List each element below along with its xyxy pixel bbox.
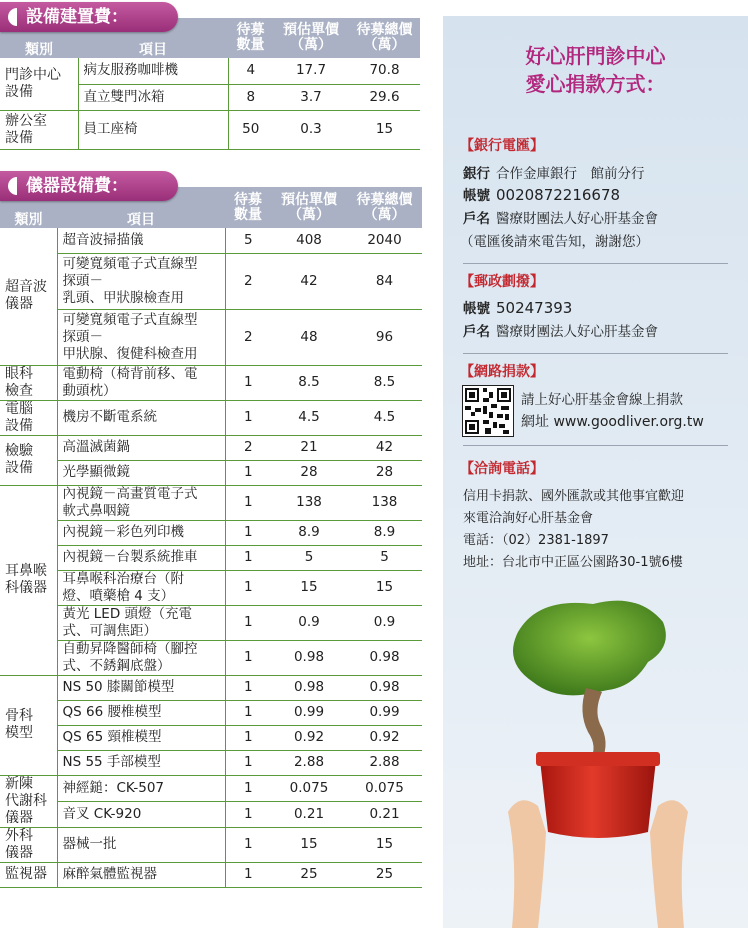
qr-code-graphic bbox=[463, 386, 513, 436]
quantity-cell: 1 bbox=[225, 801, 271, 827]
table-row bbox=[0, 435, 422, 460]
bank-account-value: 0020872216678 bbox=[496, 186, 621, 204]
category-cell: 門診中心 設備 bbox=[0, 58, 78, 110]
unit-price-cell: 4.5 bbox=[271, 400, 347, 435]
section2-title: 儀器設備費： bbox=[0, 171, 178, 201]
unit-price-cell: 0.21 bbox=[271, 801, 347, 827]
quantity-cell: 1 bbox=[225, 640, 271, 675]
unit-price-cell: 48 bbox=[271, 309, 347, 365]
total-price-cell: 0.99 bbox=[347, 700, 422, 725]
item-cell: NS 55 手部模型 bbox=[57, 750, 225, 775]
unit-price-cell: 15 bbox=[271, 827, 347, 862]
online-heading: 【網路捐款】 bbox=[460, 364, 544, 380]
item-cell: 電動椅（椅背前移、電 動頭枕） bbox=[57, 365, 225, 400]
total-price-cell: 8.5 bbox=[347, 365, 422, 400]
donation-panel bbox=[443, 16, 748, 928]
bank-account-line bbox=[463, 184, 731, 204]
item-cell: 內視鏡－彩色列印機 bbox=[57, 520, 225, 545]
table-row bbox=[0, 110, 420, 149]
table-row bbox=[0, 460, 422, 485]
total-price-cell: 0.92 bbox=[347, 725, 422, 750]
total-price-cell: 15 bbox=[349, 110, 420, 149]
item-cell: 麻醉氣體監視器 bbox=[57, 862, 225, 887]
unit-price-cell: 8.9 bbox=[271, 520, 347, 545]
postal-heading: 【郵政劃撥】 bbox=[460, 274, 544, 290]
category-cell: 檢驗 設備 bbox=[0, 435, 57, 485]
unit-price-cell: 28 bbox=[271, 460, 347, 485]
category-cell: 新陳 代謝科 儀器 bbox=[0, 775, 57, 827]
total-price-cell: 28 bbox=[347, 460, 422, 485]
unit-price-cell: 8.5 bbox=[271, 365, 347, 400]
unit-price-cell: 0.98 bbox=[271, 675, 347, 700]
category-cell: 辦公室 設備 bbox=[0, 110, 78, 149]
column-header: 類別 bbox=[0, 18, 78, 58]
contact-phone: 電話：（02）2381-1897 bbox=[463, 533, 609, 548]
item-cell: 直立雙門冰箱 bbox=[78, 84, 228, 110]
total-price-cell: 0.21 bbox=[347, 801, 422, 827]
total-price-cell: 4.5 bbox=[347, 400, 422, 435]
item-cell: 器械一批 bbox=[57, 827, 225, 862]
table-row bbox=[0, 801, 422, 827]
postal-payee-value: 醫療財團法人好心肝基金會 bbox=[496, 324, 658, 340]
quantity-cell: 1 bbox=[225, 700, 271, 725]
equipment-cost-table bbox=[0, 18, 420, 150]
column-header: 待募總價 （萬） bbox=[347, 187, 422, 228]
donation-title-line2: 愛心捐款方式： bbox=[525, 72, 666, 96]
contact-address: 地址：台北市中正區公園路30-1號6樓 bbox=[463, 555, 683, 570]
unit-price-cell: 3.7 bbox=[273, 84, 349, 110]
table-row bbox=[0, 700, 422, 725]
quantity-cell: 2 bbox=[225, 435, 271, 460]
table-row bbox=[0, 545, 422, 570]
divider bbox=[463, 353, 728, 354]
bank-note: （電匯後請來電告知，謝謝您） bbox=[460, 234, 649, 250]
quantity-cell: 8 bbox=[228, 84, 273, 110]
category-cell: 眼科 檢查 bbox=[0, 365, 57, 400]
table-row bbox=[0, 365, 422, 400]
total-price-cell: 0.98 bbox=[347, 640, 422, 675]
unit-price-cell: 5 bbox=[271, 545, 347, 570]
item-cell: 耳鼻喉科治療台（附 燈、噴藥槍 4 支） bbox=[57, 570, 225, 605]
bank-value: 合作金庫銀行 館前分行 bbox=[496, 166, 645, 182]
total-price-cell: 8.9 bbox=[347, 520, 422, 545]
item-cell: 自動昇降醫師椅（腳控 式、不銹鋼底盤） bbox=[57, 640, 225, 675]
online-line1: 請上好心肝基金會線上捐款 bbox=[521, 392, 683, 408]
category-cell: 骨科 模型 bbox=[0, 675, 57, 775]
quantity-cell: 1 bbox=[225, 725, 271, 750]
unit-price-cell: 138 bbox=[271, 485, 347, 520]
table-row bbox=[0, 775, 422, 801]
total-price-cell: 0.075 bbox=[347, 775, 422, 801]
divider bbox=[463, 445, 728, 446]
unit-price-cell: 0.99 bbox=[271, 700, 347, 725]
total-price-cell: 5 bbox=[347, 545, 422, 570]
column-header: 待募 數量 bbox=[225, 187, 271, 228]
table-row bbox=[0, 570, 422, 605]
item-cell: 內視鏡－高畫質電子式 軟式鼻咽鏡 bbox=[57, 485, 225, 520]
quantity-cell: 1 bbox=[225, 570, 271, 605]
total-price-cell: 138 bbox=[347, 485, 422, 520]
item-cell: 高溫滅菌鍋 bbox=[57, 435, 225, 460]
quantity-cell: 1 bbox=[225, 365, 271, 400]
unit-price-cell: 0.075 bbox=[271, 775, 347, 801]
category-cell: 耳鼻喉 科儀器 bbox=[0, 485, 57, 675]
unit-price-cell: 0.98 bbox=[271, 640, 347, 675]
total-price-cell: 25 bbox=[347, 862, 422, 887]
table-row bbox=[0, 725, 422, 750]
qr-code-icon[interactable] bbox=[462, 385, 514, 437]
total-price-cell: 42 bbox=[347, 435, 422, 460]
postal-account-label: 帳號 bbox=[463, 301, 490, 317]
item-cell: QS 66 腰椎模型 bbox=[57, 700, 225, 725]
unit-price-cell: 17.7 bbox=[273, 58, 349, 84]
instrument-cost-table bbox=[0, 187, 422, 888]
unit-price-cell: 15 bbox=[271, 570, 347, 605]
category-cell: 監視器 bbox=[0, 862, 57, 887]
bank-heading: 【銀行電匯】 bbox=[460, 138, 544, 154]
table-row bbox=[0, 827, 422, 862]
total-price-cell: 29.6 bbox=[349, 84, 420, 110]
quantity-cell: 5 bbox=[225, 228, 271, 253]
divider bbox=[463, 263, 728, 264]
contact-line1: 信用卡捐款、國外匯款或其他事宜歡迎 bbox=[463, 489, 685, 504]
unit-price-cell: 2.88 bbox=[271, 750, 347, 775]
table-row bbox=[0, 640, 422, 675]
total-price-cell: 2040 bbox=[347, 228, 422, 253]
bank-payee-label: 戶名 bbox=[463, 211, 490, 227]
quantity-cell: 1 bbox=[225, 485, 271, 520]
postal-account-line bbox=[463, 297, 731, 317]
donation-title-line1: 好心肝門診中心 bbox=[525, 44, 666, 68]
bank-payee-line bbox=[463, 207, 731, 227]
unit-price-cell: 25 bbox=[271, 862, 347, 887]
quantity-cell: 50 bbox=[228, 110, 273, 149]
unit-price-cell: 408 bbox=[271, 228, 347, 253]
quantity-cell: 1 bbox=[225, 775, 271, 801]
online-line2[interactable]: 網址 www.goodliver.org.tw bbox=[521, 414, 704, 430]
quantity-cell: 1 bbox=[225, 520, 271, 545]
item-cell: 超音波掃描儀 bbox=[57, 228, 225, 253]
table-row bbox=[0, 675, 422, 700]
item-cell: 黃光 LED 頭燈（充電 式、可調焦距） bbox=[57, 605, 225, 640]
unit-price-cell: 0.9 bbox=[271, 605, 347, 640]
total-price-cell: 15 bbox=[347, 827, 422, 862]
table-row bbox=[0, 750, 422, 775]
total-price-cell: 96 bbox=[347, 309, 422, 365]
unit-price-cell: 0.3 bbox=[273, 110, 349, 149]
quantity-cell: 1 bbox=[225, 460, 271, 485]
section1-title: 設備建置費： bbox=[0, 2, 178, 32]
category-cell: 超音波 儀器 bbox=[0, 228, 57, 365]
category-cell: 外科 儀器 bbox=[0, 827, 57, 862]
bank-account-label: 帳號 bbox=[463, 188, 490, 204]
total-price-cell: 70.8 bbox=[349, 58, 420, 84]
quantity-cell: 1 bbox=[225, 605, 271, 640]
contact-line2: 來電洽詢好心肝基金會 bbox=[463, 511, 594, 526]
column-header: 待募 數量 bbox=[228, 18, 273, 58]
category-cell: 電腦 設備 bbox=[0, 400, 57, 435]
table-row bbox=[0, 605, 422, 640]
column-header: 待募總價 （萬） bbox=[349, 18, 420, 58]
liver-tree-illustration bbox=[498, 592, 698, 928]
item-cell: 音叉 CK-920 bbox=[57, 801, 225, 827]
quantity-cell: 1 bbox=[225, 750, 271, 775]
bank-label: 銀行 bbox=[463, 166, 490, 182]
total-price-cell: 15 bbox=[347, 570, 422, 605]
table-row bbox=[0, 520, 422, 545]
column-header: 類別 bbox=[0, 187, 57, 228]
unit-price-cell: 21 bbox=[271, 435, 347, 460]
item-cell: NS 50 膝關節模型 bbox=[57, 675, 225, 700]
bank-name-line bbox=[463, 162, 731, 182]
item-cell: 員工座椅 bbox=[78, 110, 228, 149]
quantity-cell: 1 bbox=[225, 862, 271, 887]
item-cell: 內視鏡－台製系統推車 bbox=[57, 545, 225, 570]
item-cell: QS 65 頸椎模型 bbox=[57, 725, 225, 750]
item-cell: 神經鎚：CK-507 bbox=[57, 775, 225, 801]
table-row bbox=[0, 309, 422, 365]
unit-price-cell: 0.92 bbox=[271, 725, 347, 750]
table-row bbox=[0, 862, 422, 887]
column-header: 預估單價 （萬） bbox=[271, 187, 347, 228]
item-cell: 機房不斷電系統 bbox=[57, 400, 225, 435]
table-row bbox=[0, 485, 422, 520]
table-row bbox=[0, 253, 422, 309]
postal-account-value: 50247393 bbox=[496, 299, 573, 317]
quantity-cell: 1 bbox=[225, 400, 271, 435]
item-cell: 病友服務咖啡機 bbox=[78, 58, 228, 84]
total-price-cell: 84 bbox=[347, 253, 422, 309]
contact-heading: 【洽詢電話】 bbox=[460, 461, 544, 477]
item-cell: 可變寬頻電子式直線型 探頭－ 乳頭、甲狀腺檢查用 bbox=[57, 253, 225, 309]
quantity-cell: 1 bbox=[225, 827, 271, 862]
column-header: 項目 bbox=[78, 18, 228, 58]
total-price-cell: 0.98 bbox=[347, 675, 422, 700]
table-row bbox=[0, 228, 422, 253]
column-header: 項目 bbox=[57, 187, 225, 228]
quantity-cell: 1 bbox=[225, 545, 271, 570]
quantity-cell: 1 bbox=[225, 675, 271, 700]
postal-payee-line bbox=[463, 320, 731, 340]
total-price-cell: 2.88 bbox=[347, 750, 422, 775]
table-row bbox=[0, 58, 420, 84]
quantity-cell: 2 bbox=[225, 309, 271, 365]
bank-payee-value: 醫療財團法人好心肝基金會 bbox=[496, 211, 658, 227]
column-header: 預估單價 （萬） bbox=[273, 18, 349, 58]
unit-price-cell: 42 bbox=[271, 253, 347, 309]
item-cell: 光學顯微鏡 bbox=[57, 460, 225, 485]
quantity-cell: 4 bbox=[228, 58, 273, 84]
table-row bbox=[0, 400, 422, 435]
postal-payee-label: 戶名 bbox=[463, 324, 490, 340]
item-cell: 可變寬頻電子式直線型 探頭－ 甲狀腺、復健科檢查用 bbox=[57, 309, 225, 365]
quantity-cell: 2 bbox=[225, 253, 271, 309]
total-price-cell: 0.9 bbox=[347, 605, 422, 640]
